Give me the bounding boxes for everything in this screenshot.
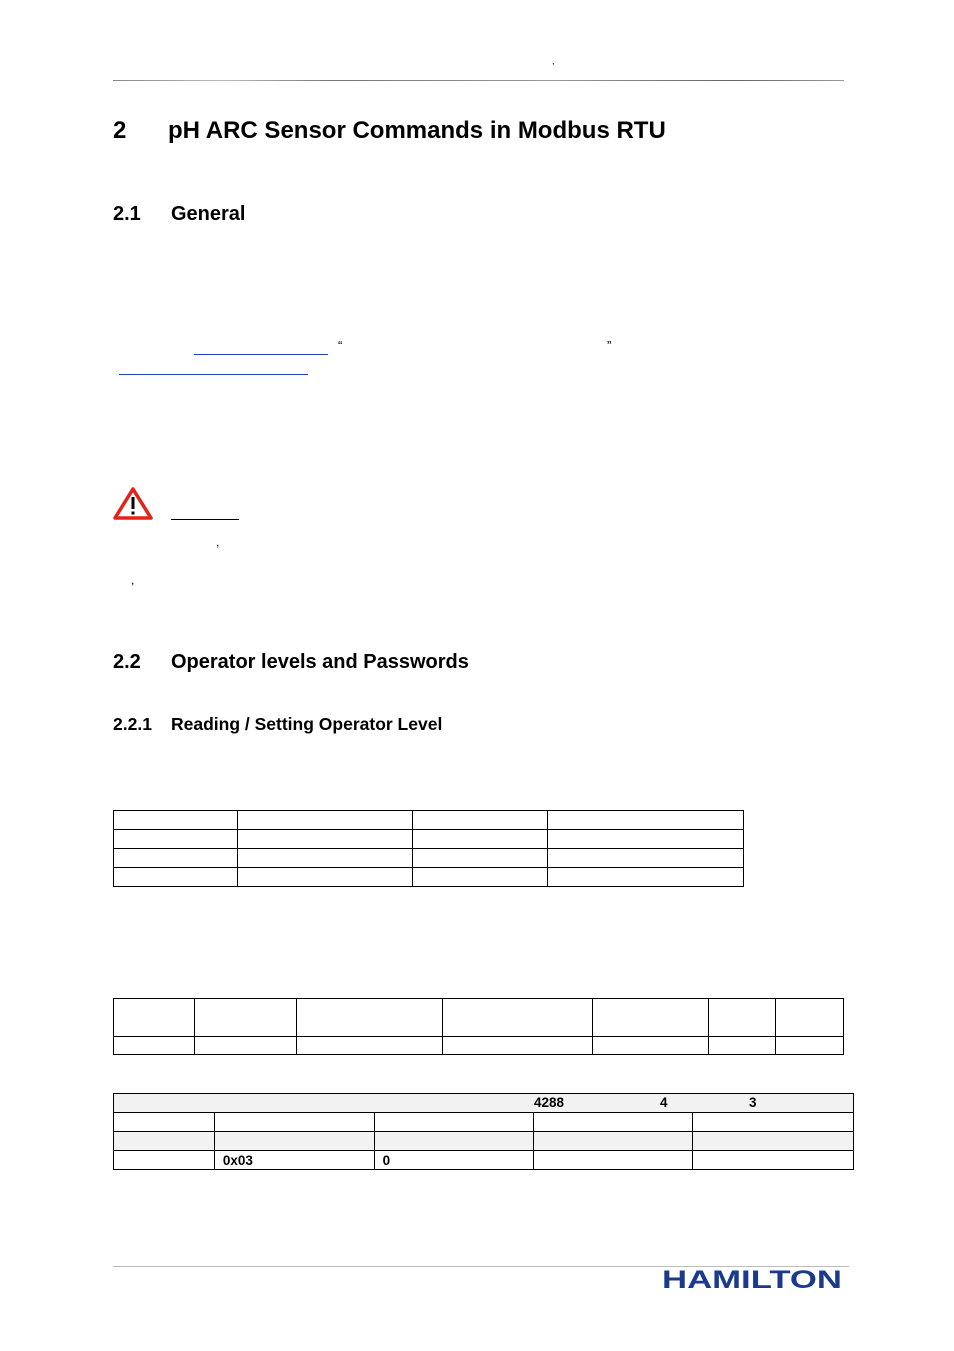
start-value-cell: 0 xyxy=(374,1151,534,1170)
section-number: 2.2 xyxy=(113,651,141,673)
section-title: Reading / Setting Operator Level xyxy=(171,714,443,734)
table-cell xyxy=(194,999,296,1037)
section-title: General xyxy=(171,203,246,225)
section-heading-2-2 xyxy=(113,651,469,674)
table-title-row xyxy=(113,1093,854,1113)
section-heading-2 xyxy=(113,117,666,145)
table-cell xyxy=(114,1132,215,1151)
table-cell xyxy=(114,1113,215,1132)
table-title-register: 4288 xyxy=(534,1095,565,1110)
section-heading-2-1 xyxy=(113,203,245,226)
table-title-count: 4 xyxy=(660,1095,668,1110)
table-cell xyxy=(114,1037,195,1055)
table-cell xyxy=(374,1113,534,1132)
table-cell xyxy=(237,868,412,887)
caution-comma-2: , xyxy=(131,573,135,587)
table-cell xyxy=(412,849,548,868)
hyperlink-2[interactable] xyxy=(119,374,308,375)
section-number: 2.1 xyxy=(113,203,141,225)
table-cell xyxy=(114,999,195,1037)
open-quote: “ xyxy=(338,338,343,353)
request-table-body xyxy=(113,1112,854,1170)
table-cell xyxy=(534,1132,693,1151)
table-cell xyxy=(194,1037,296,1055)
table-cell xyxy=(534,1151,693,1170)
table-cell xyxy=(237,849,412,868)
table-cell xyxy=(374,1132,534,1151)
table-cell xyxy=(214,1113,374,1132)
section-title: pH ARC Sensor Commands in Modbus RTU xyxy=(168,117,666,144)
table-cell xyxy=(709,1037,776,1055)
table-cell xyxy=(114,849,238,868)
logo-text: HAMILTON xyxy=(662,1266,842,1292)
table-cell xyxy=(534,1113,693,1132)
table-cell xyxy=(548,849,744,868)
table-cell xyxy=(442,999,593,1037)
table-cell xyxy=(214,1132,374,1151)
section-title: Operator levels and Passwords xyxy=(171,651,469,673)
table-cell xyxy=(776,999,844,1037)
table-cell xyxy=(548,811,744,830)
table-cell xyxy=(693,1113,854,1132)
table-cell xyxy=(296,1037,442,1055)
register-table xyxy=(113,998,844,1055)
hyperlink-1[interactable] xyxy=(194,354,328,355)
hamilton-logo xyxy=(662,1266,842,1292)
header-mark: , xyxy=(552,56,555,66)
caution-comma-1: , xyxy=(216,535,220,549)
table-cell xyxy=(709,999,776,1037)
caution-label-underline xyxy=(171,519,239,520)
section-number: 2 xyxy=(113,117,127,144)
table-cell xyxy=(114,1151,215,1170)
operator-level-table xyxy=(113,810,744,887)
table-cell xyxy=(693,1151,854,1170)
table-cell xyxy=(442,1037,593,1055)
table-cell xyxy=(412,811,548,830)
section-heading-2-2-1 xyxy=(113,714,442,735)
table-title-function: 3 xyxy=(749,1095,757,1110)
function-code-cell: 0x03 xyxy=(214,1151,374,1170)
table-cell xyxy=(237,811,412,830)
table-cell xyxy=(776,1037,844,1055)
table-cell xyxy=(412,830,548,849)
table-cell xyxy=(237,830,412,849)
table-cell xyxy=(593,999,709,1037)
section-number: 2.2.1 xyxy=(113,714,152,734)
table-cell xyxy=(412,868,548,887)
warning-triangle-icon xyxy=(113,487,153,520)
table-cell xyxy=(114,811,238,830)
table-cell xyxy=(548,830,744,849)
table-cell xyxy=(593,1037,709,1055)
close-quote: ” xyxy=(607,338,612,353)
table-cell xyxy=(693,1132,854,1151)
request-table xyxy=(113,1093,854,1171)
header-rule xyxy=(113,80,844,81)
table-cell xyxy=(114,830,238,849)
table-cell xyxy=(114,868,238,887)
table-cell xyxy=(296,999,442,1037)
table-cell xyxy=(548,868,744,887)
